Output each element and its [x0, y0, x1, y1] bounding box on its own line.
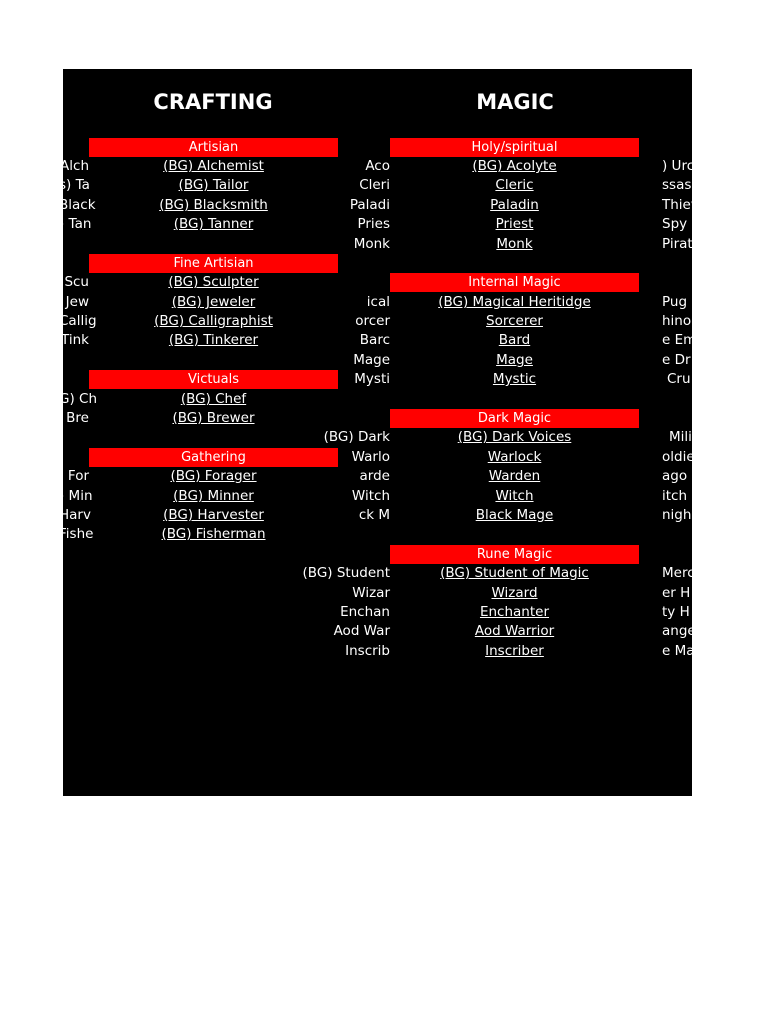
right-fragment: hino — [662, 313, 692, 329]
group-header-dark-magic: Dark Magic — [390, 409, 639, 428]
right-fragment: e Dr — [662, 352, 691, 368]
link-witch[interactable]: Witch — [495, 488, 534, 504]
link-fisherman[interactable]: (BG) Fisherman — [161, 526, 266, 542]
right-fragment: oldie — [662, 449, 695, 465]
right-fragment: Merc — [662, 565, 695, 581]
right-fragment: Pug — [662, 294, 688, 310]
group-header-holy-spiritual: Holy/spiritual — [390, 138, 639, 157]
link-warden[interactable]: Warden — [488, 468, 541, 484]
middle-fragment: Aod War — [333, 623, 390, 639]
group-header-victuals: Victuals — [89, 370, 338, 389]
right-fragment: Cru — [667, 371, 691, 387]
crafting-heading: CRAFTING — [153, 90, 273, 114]
right-fragment: e Ma — [662, 643, 695, 659]
middle-fragment: Paladi — [349, 197, 390, 213]
left-fragment: Alch — [60, 158, 89, 174]
link-sorcerer[interactable]: Sorcerer — [486, 313, 543, 329]
magic-heading: MAGIC — [476, 90, 554, 114]
right-fragment: ssass — [662, 177, 699, 193]
group-header-rune-magic: Rune Magic — [390, 545, 639, 564]
group-header-gathering: Gathering — [89, 448, 338, 467]
spreadsheet-area — [59, 69, 702, 796]
link-tanner[interactable]: (BG) Tanner — [173, 216, 254, 232]
link-blacksmith[interactable]: (BG) Blacksmith — [159, 197, 268, 213]
right-fragment: ) Urc — [662, 158, 695, 174]
link-warlock[interactable]: Warlock — [487, 449, 542, 465]
left-fragment: s) Ta — [59, 177, 90, 193]
link-aod-warrior[interactable]: Aod Warrior — [474, 623, 555, 639]
right-fragment: Thiev — [662, 197, 699, 213]
left-fragment: ) Tan — [59, 216, 92, 232]
middle-fragment: Wizar — [352, 585, 390, 601]
right-fragment: Pirate — [662, 236, 702, 252]
left-fragment: Bre — [66, 410, 89, 426]
middle-fragment: ical — [366, 294, 390, 310]
left-fragment: For — [67, 468, 89, 484]
link-calligraphist[interactable]: (BG) Calligraphist — [154, 313, 273, 329]
link-enchanter[interactable]: Enchanter — [479, 604, 550, 620]
link-harvester[interactable]: (BG) Harvester — [163, 507, 264, 523]
middle-fragment: orcer — [355, 313, 390, 329]
middle-fragment: Cleri — [359, 177, 390, 193]
link-monk[interactable]: Monk — [496, 236, 533, 252]
left-fragment: Callig — [59, 313, 97, 329]
link-chef[interactable]: (BG) Chef — [180, 391, 247, 407]
link-sculpter[interactable]: (BG) Sculpter — [168, 274, 259, 290]
group-header-fine-artisian: Fine Artisian — [89, 254, 338, 273]
link-minner[interactable]: (BG) Minner — [173, 488, 254, 504]
left-fragment: ) Min — [59, 488, 93, 504]
right-fragment: ago — [662, 468, 688, 484]
left-fragment: Black — [59, 197, 96, 213]
group-header-artisian: Artisian — [89, 138, 338, 157]
right-fragment: e Em — [662, 332, 697, 348]
left-fragment: Harv — [59, 507, 91, 523]
right-fragment: er H — [662, 585, 691, 601]
link-mage[interactable]: Mage — [496, 352, 533, 368]
right-fragment: nigh — [662, 507, 692, 523]
middle-fragment: Pries — [357, 216, 390, 232]
middle-fragment: Enchan — [340, 604, 390, 620]
middle-fragment: arde — [359, 468, 390, 484]
middle-fragment: Barc — [359, 332, 390, 348]
left-fragment: Tink — [61, 332, 89, 348]
left-fragment: Jew — [65, 294, 89, 310]
link-paladin[interactable]: Paladin — [490, 197, 539, 213]
link-mystic[interactable]: Mystic — [492, 371, 537, 387]
link-dark-voices[interactable]: (BG) Dark Voices — [457, 429, 572, 445]
right-fragment: ange — [662, 623, 696, 639]
middle-fragment: ck M — [358, 507, 390, 523]
left-fragment: Scu — [64, 274, 89, 290]
middle-fragment: Mysti — [354, 371, 390, 387]
link-jeweler[interactable]: (BG) Jeweler — [171, 294, 256, 310]
link-bard[interactable]: Bard — [498, 332, 531, 348]
middle-fragment: (BG) Student — [302, 565, 390, 581]
link-cleric[interactable]: Cleric — [495, 177, 534, 193]
group-header-internal-magic: Internal Magic — [390, 273, 639, 292]
middle-fragment: Monk — [353, 236, 390, 252]
right-fragment: ty H — [662, 604, 690, 620]
middle-fragment: Warlo — [351, 449, 390, 465]
right-fragment: Spy — [662, 216, 688, 232]
link-alchemist[interactable]: (BG) Alchemist — [163, 158, 264, 174]
link-black-mage[interactable]: Black Mage — [475, 507, 554, 523]
link-acolyte[interactable]: (BG) Acolyte — [472, 158, 557, 174]
right-fragment: itch — [662, 488, 688, 504]
link-student-of-magic[interactable]: (BG) Student of Magic — [440, 565, 589, 581]
left-fragment: G) Ch — [59, 391, 98, 407]
middle-fragment: Aco — [365, 158, 390, 174]
middle-fragment: Inscrib — [345, 643, 390, 659]
middle-fragment: Witch — [351, 488, 390, 504]
middle-fragment: Mage — [353, 352, 390, 368]
right-fragment: Mili — [669, 429, 692, 445]
link-inscriber[interactable]: Inscriber — [485, 643, 544, 659]
link-priest[interactable]: Priest — [495, 216, 534, 232]
middle-fragment: (BG) Dark — [323, 429, 390, 445]
link-wizard[interactable]: Wizard — [491, 585, 538, 601]
link-brewer[interactable]: (BG) Brewer — [172, 410, 255, 426]
link-tinkerer[interactable]: (BG) Tinkerer — [168, 332, 259, 348]
link-magical-heritidge[interactable]: (BG) Magical Heritidge — [438, 294, 591, 310]
link-tailor[interactable]: (BG) Tailor — [178, 177, 249, 193]
link-forager[interactable]: (BG) Forager — [170, 468, 257, 484]
left-fragment: Fishe — [59, 526, 94, 542]
